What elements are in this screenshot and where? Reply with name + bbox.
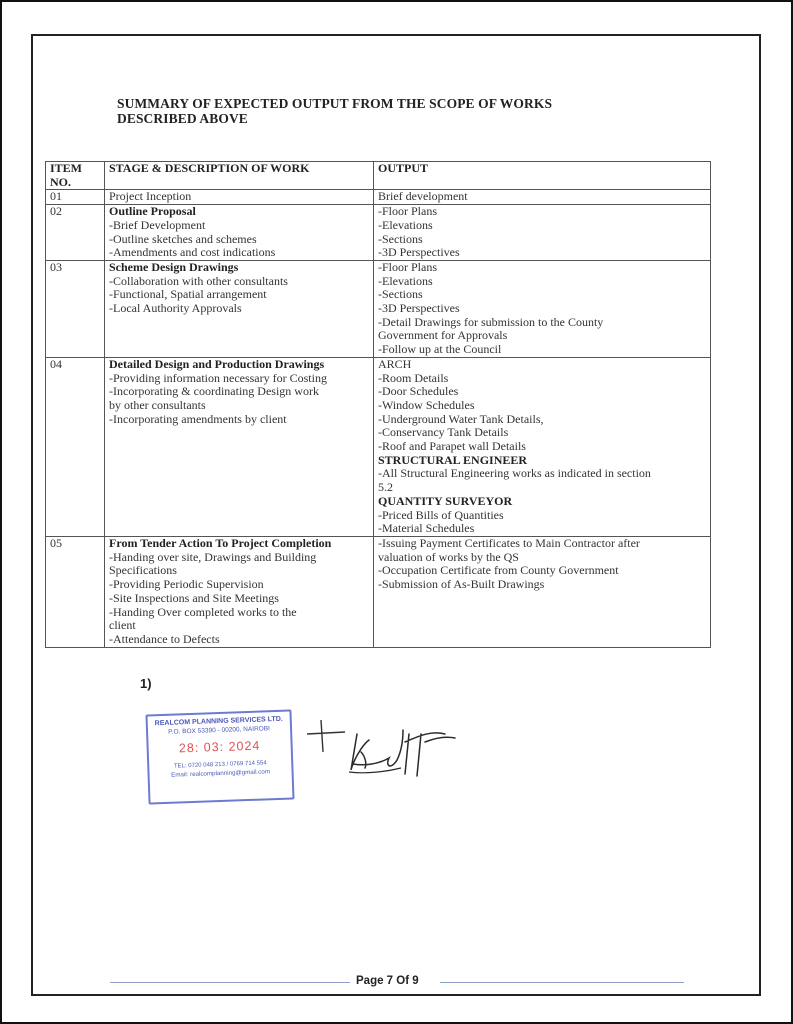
stage-line: by other consultants bbox=[109, 397, 206, 412]
item-number-cell: 04 bbox=[46, 357, 105, 536]
output-line: -Detail Drawings for submission to the County bbox=[378, 314, 604, 329]
table-header-row bbox=[46, 162, 711, 190]
output-line: -Conservancy Tank Details bbox=[378, 425, 509, 440]
stage-description-cell bbox=[105, 357, 374, 536]
output-line: -Floor Plans bbox=[378, 204, 438, 219]
table-row bbox=[46, 260, 711, 357]
output-line: ARCH bbox=[378, 356, 412, 371]
item-number-cell: 01 bbox=[46, 190, 105, 205]
output-line: -Occupation Certificate from County Government bbox=[378, 563, 619, 578]
output-cell bbox=[374, 205, 711, 261]
header-output: OUTPUT bbox=[374, 162, 711, 190]
output-line: -3D Perspectives bbox=[378, 245, 460, 260]
output-line: Brief development bbox=[378, 189, 468, 204]
stage-line: -Amendments and cost indications bbox=[109, 245, 276, 260]
stage-line: -Outline sketches and schemes bbox=[109, 231, 257, 246]
output-line: -Elevations bbox=[378, 217, 433, 232]
stage-line: -Functional, Spatial arrangement bbox=[109, 287, 267, 302]
stamp-address: P.O. BOX 53390 - 00200, NAIROBI bbox=[168, 725, 271, 736]
stage-title: Detailed Design and Production Drawings bbox=[109, 356, 325, 371]
stage-description-cell bbox=[105, 536, 374, 647]
section-heading bbox=[117, 96, 677, 126]
item-number-cell: 03 bbox=[46, 260, 105, 357]
output-line: -Door Schedules bbox=[378, 384, 459, 399]
table-body bbox=[46, 190, 711, 647]
output-line: -Sections bbox=[378, 287, 423, 302]
table-row bbox=[46, 536, 711, 647]
output-subheading: QUANTITY SURVEYOR bbox=[378, 493, 513, 508]
header-stage: STAGE & DESCRIPTION OF WORK bbox=[105, 162, 374, 190]
stage-line: -Brief Development bbox=[109, 217, 206, 232]
stage-line: client bbox=[109, 618, 136, 633]
list-marker: 1) bbox=[140, 676, 152, 691]
stage-line: -Incorporating & coordinating Design work bbox=[109, 384, 319, 399]
footer-rule-left bbox=[110, 982, 350, 983]
stage-title: Outline Proposal bbox=[109, 204, 196, 219]
stage-line: -Site Inspections and Site Meetings bbox=[109, 590, 279, 605]
scope-of-works-table bbox=[45, 161, 711, 648]
table-row bbox=[46, 205, 711, 261]
output-line: -Underground Water Tank Details, bbox=[378, 411, 544, 426]
stage-description-cell bbox=[105, 260, 374, 357]
stage-description-cell bbox=[105, 190, 374, 205]
stage-description-cell bbox=[105, 205, 374, 261]
stage-line: -Collaboration with other consultants bbox=[109, 273, 288, 288]
output-cell bbox=[374, 536, 711, 647]
output-line: -Follow up at the Council bbox=[378, 342, 502, 357]
footer-rule-right bbox=[440, 982, 684, 983]
heading-line-1: SUMMARY OF EXPECTED OUTPUT FROM THE SCOPE OF WORKS bbox=[117, 96, 553, 111]
signature bbox=[305, 712, 465, 792]
output-line: -Issuing Payment Certificates to Main Contractor after bbox=[378, 535, 640, 550]
page-number: Page 7 Of 9 bbox=[356, 975, 419, 987]
output-line: valuation of works by the QS bbox=[378, 549, 519, 564]
stage-line: -Incorporating amendments by client bbox=[109, 411, 287, 426]
output-line: -All Structural Engineering works as indicated in section bbox=[378, 466, 651, 481]
item-number-cell: 02 bbox=[46, 205, 105, 261]
output-line: -3D Perspectives bbox=[378, 301, 460, 316]
output-cell bbox=[374, 190, 711, 205]
output-line: Government for Approvals bbox=[378, 328, 508, 343]
table-row bbox=[46, 357, 711, 536]
table-row bbox=[46, 190, 711, 205]
output-line: -Elevations bbox=[378, 273, 433, 288]
output-cell bbox=[374, 260, 711, 357]
output-line: -Floor Plans bbox=[378, 259, 438, 274]
stamp-company: REALCOM PLANNING SERVICES LTD. bbox=[154, 715, 283, 728]
stage-line: -Attendance to Defects bbox=[109, 631, 220, 646]
item-number-cell: 05 bbox=[46, 536, 105, 647]
stamp-email: Email: realcomplanning@gmail.com bbox=[171, 768, 271, 779]
company-stamp bbox=[145, 709, 294, 804]
stamp-date: 28: 03: 2024 bbox=[178, 738, 261, 756]
stage-line: -Handing over site, Drawings and Building bbox=[109, 549, 317, 564]
stage-line: Specifications bbox=[109, 563, 177, 578]
heading-line-2: DESCRIBED ABOVE bbox=[117, 111, 248, 126]
header-item-no: ITEM NO. bbox=[46, 162, 105, 190]
output-subheading: STRUCTURAL ENGINEER bbox=[378, 452, 528, 467]
stamp-tel: TEL: 0720 048 213 / 0769 714 554 bbox=[173, 760, 267, 770]
stage-title: Scheme Design Drawings bbox=[109, 259, 239, 274]
output-line: -Priced Bills of Quantities bbox=[378, 507, 504, 522]
stage-line: Project Inception bbox=[109, 189, 192, 204]
stage-line: -Providing Periodic Supervision bbox=[109, 577, 264, 592]
stage-line: -Providing information necessary for Costing bbox=[109, 370, 327, 385]
output-line: 5.2 bbox=[378, 480, 393, 495]
stage-title: From Tender Action To Project Completion bbox=[109, 535, 332, 550]
output-cell bbox=[374, 357, 711, 536]
output-line: -Material Schedules bbox=[378, 521, 475, 536]
output-line: -Room Details bbox=[378, 370, 449, 385]
output-line: -Submission of As-Built Drawings bbox=[378, 577, 545, 592]
output-line: -Sections bbox=[378, 231, 423, 246]
output-line: -Roof and Parapet wall Details bbox=[378, 439, 526, 454]
stage-line: -Local Authority Approvals bbox=[109, 301, 242, 316]
output-line: -Window Schedules bbox=[378, 397, 475, 412]
stage-line: -Handing Over completed works to the bbox=[109, 604, 297, 619]
